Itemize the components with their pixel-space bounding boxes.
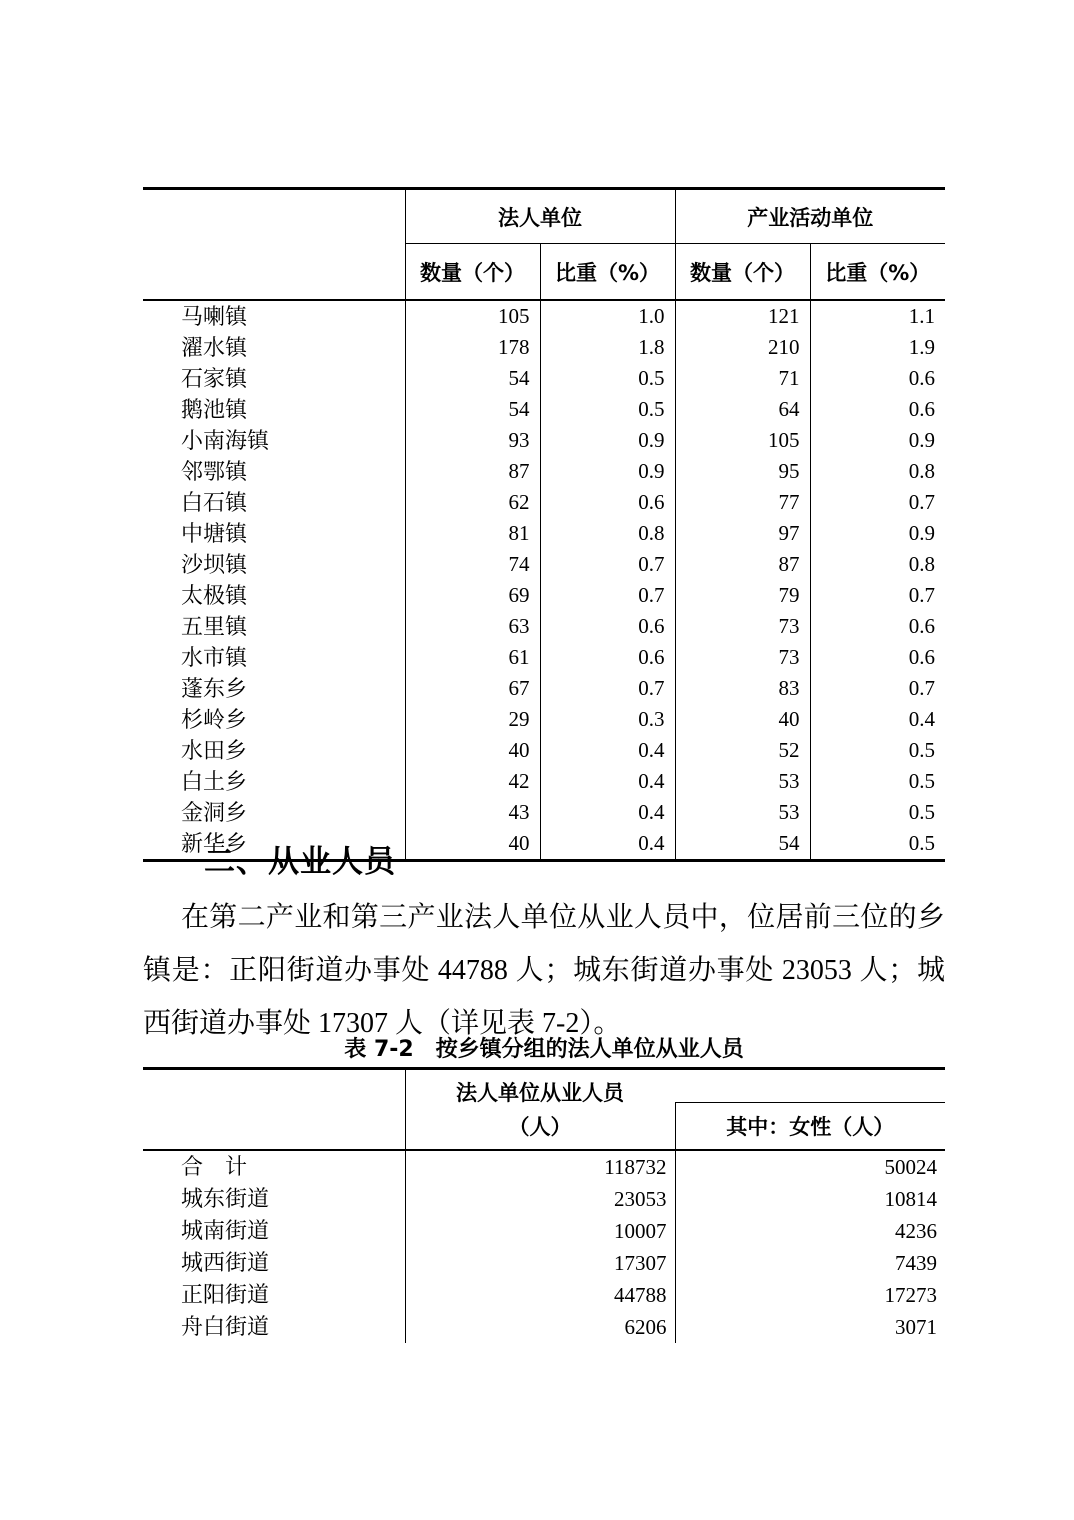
table-row bbox=[143, 1215, 945, 1247]
activity-share: 1.1 bbox=[908, 304, 935, 328]
town-name: 鹅池镇 bbox=[143, 394, 405, 425]
town-name: 邻鄂镇 bbox=[143, 456, 405, 487]
street-name: 舟白街道 bbox=[143, 1311, 405, 1343]
town-name: 新华乡 bbox=[143, 828, 405, 861]
town-name: 小南海镇 bbox=[143, 425, 405, 456]
group-header-legal-units: 法人单位 bbox=[405, 189, 675, 244]
employees-female: 4236 bbox=[895, 1218, 937, 1243]
legal-count: 87 bbox=[405, 456, 540, 487]
activity-share: 0.8 bbox=[908, 459, 935, 483]
activity-count: 53 bbox=[675, 766, 810, 797]
header-row-upper bbox=[143, 1069, 945, 1103]
legal-share: 0.4 bbox=[540, 735, 675, 766]
activity-count: 87 bbox=[675, 549, 810, 580]
table-row bbox=[143, 549, 945, 580]
col-header-legal-count: 数量（个） bbox=[405, 244, 540, 301]
employees-female: 10814 bbox=[884, 1186, 937, 1211]
group-header-row bbox=[143, 189, 945, 244]
activity-count: 210 bbox=[675, 332, 810, 363]
activity-share: 0.7 bbox=[908, 676, 935, 700]
table-row bbox=[143, 1311, 945, 1343]
street-name: 城西街道 bbox=[143, 1247, 405, 1279]
legal-share: 0.5 bbox=[540, 394, 675, 425]
section-heading: 二、从业人员 bbox=[204, 844, 396, 880]
legal-share: 0.7 bbox=[540, 549, 675, 580]
legal-count: 54 bbox=[405, 394, 540, 425]
table-header bbox=[143, 1069, 945, 1151]
table-7-2-title: 表 7-2 按乡镇分组的法人单位从业人员 bbox=[344, 1037, 744, 1062]
legal-count: 67 bbox=[405, 673, 540, 704]
employees-total: 44788 bbox=[405, 1279, 675, 1311]
legal-share: 1.8 bbox=[540, 332, 675, 363]
legal-count: 54 bbox=[405, 363, 540, 394]
table-row bbox=[143, 642, 945, 673]
activity-share: 0.6 bbox=[908, 614, 935, 638]
legal-count: 69 bbox=[405, 580, 540, 611]
activity-count: 95 bbox=[675, 456, 810, 487]
town-name: 水田乡 bbox=[143, 735, 405, 766]
activity-count: 73 bbox=[675, 642, 810, 673]
table-row bbox=[143, 766, 945, 797]
col-header-activity-share: 比重（%） bbox=[810, 244, 945, 301]
activity-count: 97 bbox=[675, 518, 810, 549]
activity-count: 53 bbox=[675, 797, 810, 828]
legal-count: 29 bbox=[405, 704, 540, 735]
activity-count: 105 bbox=[675, 425, 810, 456]
activity-share: 0.9 bbox=[908, 428, 935, 452]
activity-share: 0.5 bbox=[908, 769, 935, 793]
activity-count: 64 bbox=[675, 394, 810, 425]
legal-share: 0.4 bbox=[540, 828, 675, 861]
legal-share: 0.5 bbox=[540, 363, 675, 394]
legal-count: 42 bbox=[405, 766, 540, 797]
table-body bbox=[143, 300, 945, 861]
street-name: 城东街道 bbox=[143, 1183, 405, 1215]
activity-share: 0.5 bbox=[908, 800, 935, 824]
street-name: 正阳街道 bbox=[143, 1279, 405, 1311]
activity-share: 0.7 bbox=[908, 490, 935, 514]
table-row bbox=[143, 332, 945, 363]
legal-share: 0.6 bbox=[540, 642, 675, 673]
employees-total: 17307 bbox=[405, 1247, 675, 1279]
units-by-town-table bbox=[143, 187, 945, 862]
town-name: 五里镇 bbox=[143, 611, 405, 642]
activity-share: 0.8 bbox=[908, 552, 935, 576]
header-spacer-cell bbox=[675, 1069, 945, 1103]
table-row bbox=[143, 1247, 945, 1279]
corner-blank-cell bbox=[143, 189, 405, 301]
town-name: 杉岭乡 bbox=[143, 704, 405, 735]
legal-count: 40 bbox=[405, 735, 540, 766]
town-name: 濯水镇 bbox=[143, 332, 405, 363]
legal-share: 0.6 bbox=[540, 611, 675, 642]
activity-share: 0.4 bbox=[908, 707, 935, 731]
town-name: 马喇镇 bbox=[143, 300, 405, 332]
table-row bbox=[143, 487, 945, 518]
town-name: 水市镇 bbox=[143, 642, 405, 673]
employees-total: 23053 bbox=[405, 1183, 675, 1215]
table-body bbox=[143, 1150, 945, 1343]
table-row bbox=[143, 673, 945, 704]
employees-female: 17273 bbox=[884, 1282, 937, 1307]
activity-count: 79 bbox=[675, 580, 810, 611]
activity-count: 71 bbox=[675, 363, 810, 394]
table-header bbox=[143, 189, 945, 301]
table-row bbox=[143, 518, 945, 549]
table-row bbox=[143, 394, 945, 425]
legal-share: 0.4 bbox=[540, 766, 675, 797]
legal-share: 0.9 bbox=[540, 456, 675, 487]
town-name: 白土乡 bbox=[143, 766, 405, 797]
activity-count: 40 bbox=[675, 704, 810, 735]
activity-count: 73 bbox=[675, 611, 810, 642]
activity-share: 1.9 bbox=[908, 335, 935, 359]
legal-count: 43 bbox=[405, 797, 540, 828]
employees-female: 3071 bbox=[895, 1314, 937, 1339]
group-header-activity-units: 产业活动单位 bbox=[675, 189, 945, 244]
paragraph-line: 西街道办事处 17307 人（详见表 7-2）。 bbox=[143, 1008, 622, 1039]
legal-share: 0.9 bbox=[540, 425, 675, 456]
legal-share: 1.0 bbox=[540, 300, 675, 332]
col-header-employees-line2: （人） bbox=[508, 1114, 572, 1139]
paragraph-line: 在第二产业和第三产业法人单位从业人员中，位居前三位的乡 bbox=[181, 902, 945, 933]
legal-share: 0.7 bbox=[540, 673, 675, 704]
activity-share: 0.7 bbox=[908, 583, 935, 607]
town-name: 金洞乡 bbox=[143, 797, 405, 828]
table-row bbox=[143, 425, 945, 456]
legal-count: 74 bbox=[405, 549, 540, 580]
legal-count: 105 bbox=[405, 300, 540, 332]
col-header-employees-line1: 法人单位从业人员 bbox=[456, 1080, 624, 1105]
legal-count: 63 bbox=[405, 611, 540, 642]
col-header-female: 其中：女性（人） bbox=[675, 1103, 945, 1151]
employees-female: 50024 bbox=[884, 1154, 937, 1179]
employees-by-town-table bbox=[143, 1067, 945, 1343]
legal-share: 0.3 bbox=[540, 704, 675, 735]
employees-total: 118732 bbox=[405, 1150, 675, 1183]
table-row bbox=[143, 735, 945, 766]
table-row bbox=[143, 300, 945, 332]
legal-count: 81 bbox=[405, 518, 540, 549]
table-row bbox=[143, 1150, 945, 1183]
town-name: 石家镇 bbox=[143, 363, 405, 394]
paragraph-line: 镇是：正阳街道办事处 44788 人；城东街道办事处 23053 人；城 bbox=[143, 955, 945, 986]
activity-share: 0.6 bbox=[908, 397, 935, 421]
activity-count: 121 bbox=[675, 300, 810, 332]
legal-count: 178 bbox=[405, 332, 540, 363]
legal-count: 61 bbox=[405, 642, 540, 673]
table-row bbox=[143, 797, 945, 828]
body-paragraph bbox=[143, 891, 945, 1050]
street-name: 合 计 bbox=[143, 1150, 405, 1183]
legal-share: 0.4 bbox=[540, 797, 675, 828]
legal-count: 62 bbox=[405, 487, 540, 518]
col-header-legal-share: 比重（%） bbox=[540, 244, 675, 301]
activity-count: 54 bbox=[675, 828, 810, 861]
activity-share: 0.5 bbox=[908, 738, 935, 762]
town-name: 太极镇 bbox=[143, 580, 405, 611]
table-row bbox=[143, 704, 945, 735]
corner-blank-cell bbox=[143, 1069, 405, 1151]
table-row bbox=[143, 580, 945, 611]
activity-share: 0.6 bbox=[908, 645, 935, 669]
street-name: 城南街道 bbox=[143, 1215, 405, 1247]
town-name: 沙坝镇 bbox=[143, 549, 405, 580]
legal-share: 0.8 bbox=[540, 518, 675, 549]
employees-total: 10007 bbox=[405, 1215, 675, 1247]
employees-female: 7439 bbox=[895, 1250, 937, 1275]
activity-share: 0.9 bbox=[908, 521, 935, 545]
town-name: 白石镇 bbox=[143, 487, 405, 518]
activity-count: 52 bbox=[675, 735, 810, 766]
legal-count: 93 bbox=[405, 425, 540, 456]
legal-share: 0.7 bbox=[540, 580, 675, 611]
legal-share: 0.6 bbox=[540, 487, 675, 518]
activity-count: 77 bbox=[675, 487, 810, 518]
table-row bbox=[143, 456, 945, 487]
col-header-employees bbox=[405, 1069, 675, 1151]
activity-count: 83 bbox=[675, 673, 810, 704]
col-header-activity-count: 数量（个） bbox=[675, 244, 810, 301]
table-row bbox=[143, 363, 945, 394]
legal-count: 40 bbox=[405, 828, 540, 861]
table-row bbox=[143, 611, 945, 642]
table-row bbox=[143, 1183, 945, 1215]
activity-share: 0.6 bbox=[908, 366, 935, 390]
employees-total: 6206 bbox=[405, 1311, 675, 1343]
activity-share: 0.5 bbox=[908, 831, 935, 855]
town-name: 蓬东乡 bbox=[143, 673, 405, 704]
table-row bbox=[143, 1279, 945, 1311]
town-name: 中塘镇 bbox=[143, 518, 405, 549]
